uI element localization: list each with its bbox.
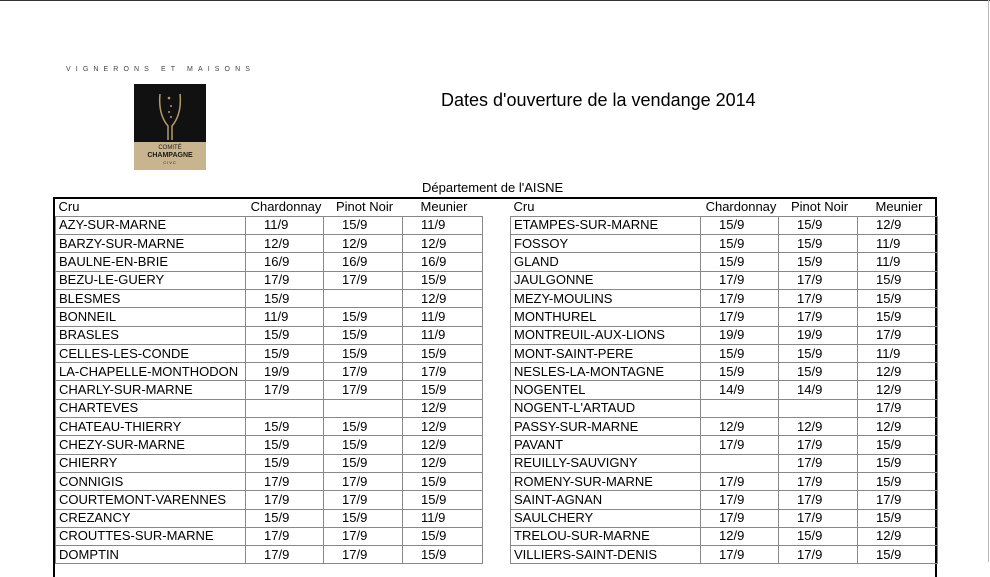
- cell-cru: CHEZY-SUR-MARNE: [56, 436, 246, 454]
- cell-cru: NOGENTEL: [511, 381, 701, 399]
- cell-chardonnay: 15/9: [701, 363, 779, 381]
- cell-cru: CHIERRY: [56, 454, 246, 472]
- cell-pinot-noir: [779, 399, 858, 417]
- table-row: [511, 271, 938, 289]
- cell-chardonnay: 17/9: [701, 289, 779, 307]
- cell-chardonnay: 17/9: [701, 308, 779, 326]
- cell-meunier: 17/9: [403, 363, 483, 381]
- table-row: [511, 491, 938, 509]
- cell-chardonnay: 15/9: [701, 344, 779, 362]
- cell-chardonnay: 17/9: [701, 546, 779, 564]
- cell-pinot-noir: 12/9: [324, 235, 403, 253]
- comite-champagne-logo: [134, 84, 206, 170]
- cell-chardonnay: 19/9: [246, 363, 324, 381]
- cell-cru: COURTEMONT-VARENNES: [56, 491, 246, 509]
- cell-chardonnay: [701, 399, 779, 417]
- cell-pinot-noir: 17/9: [324, 546, 403, 564]
- cell-pinot-noir: 15/9: [324, 418, 403, 436]
- cell-chardonnay: 14/9: [701, 381, 779, 399]
- cell-chardonnay: 11/9: [246, 216, 324, 234]
- column-header-pinot-noir: Pinot Noir: [335, 198, 394, 214]
- cell-meunier: 15/9: [858, 454, 938, 472]
- cell-meunier: 15/9: [858, 546, 938, 564]
- table-row: [56, 436, 483, 454]
- table-row: [511, 454, 938, 472]
- cell-chardonnay: 17/9: [246, 546, 324, 564]
- cell-pinot-noir: 15/9: [779, 253, 858, 271]
- cell-pinot-noir: 17/9: [779, 436, 858, 454]
- cell-meunier: 12/9: [403, 418, 483, 436]
- cell-chardonnay: 11/9: [246, 308, 324, 326]
- cell-pinot-noir: 17/9: [779, 271, 858, 289]
- cell-meunier: 17/9: [858, 399, 938, 417]
- cell-pinot-noir: 15/9: [324, 454, 403, 472]
- cell-cru: NOGENT-L'ARTAUD: [511, 399, 701, 417]
- table-row: [511, 235, 938, 253]
- cell-pinot-noir: 17/9: [324, 527, 403, 545]
- cell-pinot-noir: 17/9: [779, 491, 858, 509]
- cell-meunier: 11/9: [403, 216, 483, 234]
- cell-chardonnay: 15/9: [246, 418, 324, 436]
- table-row: [56, 253, 483, 271]
- logo-text-comite: COMITÉ: [158, 145, 182, 151]
- cell-pinot-noir: 15/9: [324, 509, 403, 527]
- cell-chardonnay: 17/9: [701, 472, 779, 490]
- cell-cru: DOMPTIN: [56, 546, 246, 564]
- cell-meunier: 15/9: [403, 381, 483, 399]
- cell-meunier: 12/9: [403, 289, 483, 307]
- cell-meunier: 15/9: [858, 271, 938, 289]
- cell-pinot-noir: 17/9: [324, 271, 403, 289]
- cell-pinot-noir: 17/9: [324, 491, 403, 509]
- cell-cru: MEZY-MOULINS: [511, 289, 701, 307]
- cell-chardonnay: 15/9: [701, 216, 779, 234]
- cell-meunier: 16/9: [403, 253, 483, 271]
- logo-text-civc: CIVC: [163, 160, 177, 165]
- cell-chardonnay: 17/9: [246, 491, 324, 509]
- table-row: [56, 289, 483, 307]
- table-row: [56, 216, 483, 234]
- cell-chardonnay: 15/9: [246, 454, 324, 472]
- table-row: [56, 418, 483, 436]
- cell-meunier: 11/9: [858, 235, 938, 253]
- column-header-cru: Cru: [58, 198, 80, 214]
- column-header-meunier: Meunier: [420, 198, 468, 214]
- cell-chardonnay: 17/9: [246, 527, 324, 545]
- table-row: [56, 509, 483, 527]
- cell-cru: MONT-SAINT-PERE: [511, 344, 701, 362]
- table-row: [56, 527, 483, 545]
- page-top-border: [0, 0, 990, 1]
- cell-chardonnay: 17/9: [701, 491, 779, 509]
- table-row: [511, 289, 938, 307]
- cell-cru: BRASLES: [56, 326, 246, 344]
- table-row: [511, 527, 938, 545]
- cell-cru: CHATEAU-THIERRY: [56, 418, 246, 436]
- cell-meunier: 12/9: [858, 381, 938, 399]
- cell-meunier: 12/9: [403, 399, 483, 417]
- cell-chardonnay: 15/9: [246, 289, 324, 307]
- cell-pinot-noir: 16/9: [324, 253, 403, 271]
- table-row: [511, 436, 938, 454]
- table-row: [511, 472, 938, 490]
- cell-meunier: 15/9: [403, 546, 483, 564]
- table-row: [56, 472, 483, 490]
- cell-cru: LA-CHAPELLE-MONTHODON: [56, 363, 246, 381]
- table-row: [511, 253, 938, 271]
- cru-table-left: [55, 198, 483, 564]
- cell-cru: FOSSOY: [511, 235, 701, 253]
- cell-cru: AZY-SUR-MARNE: [56, 216, 246, 234]
- cell-chardonnay: 17/9: [246, 472, 324, 490]
- cell-pinot-noir: 15/9: [324, 308, 403, 326]
- cell-pinot-noir: 17/9: [324, 472, 403, 490]
- cell-pinot-noir: 15/9: [779, 363, 858, 381]
- cell-pinot-noir: 17/9: [779, 509, 858, 527]
- cell-cru: PAVANT: [511, 436, 701, 454]
- cell-pinot-noir: 15/9: [324, 216, 403, 234]
- logo-tagline: VIGNERONS ET MAISONS: [66, 66, 255, 73]
- cell-cru: BAULNE-EN-BRIE: [56, 253, 246, 271]
- cell-pinot-noir: 12/9: [779, 418, 858, 436]
- table-row: [511, 418, 938, 436]
- cell-pinot-noir: 15/9: [779, 235, 858, 253]
- cell-meunier: 15/9: [858, 472, 938, 490]
- cell-cru: BONNEIL: [56, 308, 246, 326]
- cell-meunier: 15/9: [858, 289, 938, 307]
- cell-chardonnay: 15/9: [246, 344, 324, 362]
- cell-cru: CREZANCY: [56, 509, 246, 527]
- column-header-meunier: Meunier: [875, 198, 923, 214]
- cell-meunier: 12/9: [403, 436, 483, 454]
- cell-chardonnay: 15/9: [701, 235, 779, 253]
- table-row: [56, 344, 483, 362]
- cell-cru: VILLIERS-SAINT-DENIS: [511, 546, 701, 564]
- page-title: Dates d'ouverture de la vendange 2014: [441, 90, 756, 110]
- cell-meunier: 12/9: [858, 216, 938, 234]
- cell-chardonnay: 16/9: [246, 253, 324, 271]
- cell-pinot-noir: 15/9: [324, 344, 403, 362]
- cell-pinot-noir: 15/9: [324, 326, 403, 344]
- table-row: [56, 271, 483, 289]
- table-row: [511, 546, 938, 564]
- page-right-border: [988, 0, 989, 562]
- cell-chardonnay: 17/9: [701, 509, 779, 527]
- cell-meunier: 11/9: [403, 308, 483, 326]
- cell-chardonnay: 12/9: [701, 418, 779, 436]
- cell-cru: ROMENY-SUR-MARNE: [511, 472, 701, 490]
- cell-meunier: 12/9: [858, 418, 938, 436]
- column-header-chardonnay: Chardonnay: [705, 198, 777, 214]
- table-row: [56, 363, 483, 381]
- cell-chardonnay: 12/9: [701, 527, 779, 545]
- cru-table-right: [510, 198, 938, 564]
- column-header-chardonnay: Chardonnay: [250, 198, 322, 214]
- cell-meunier: 11/9: [858, 253, 938, 271]
- cell-chardonnay: 17/9: [246, 271, 324, 289]
- table-row: [56, 399, 483, 417]
- cell-pinot-noir: 15/9: [779, 344, 858, 362]
- cell-meunier: 17/9: [858, 491, 938, 509]
- cell-cru: PASSY-SUR-MARNE: [511, 418, 701, 436]
- table-row: [511, 216, 938, 234]
- cell-meunier: 17/9: [858, 326, 938, 344]
- table-row: [511, 399, 938, 417]
- cell-meunier: 15/9: [858, 509, 938, 527]
- cell-chardonnay: 15/9: [701, 253, 779, 271]
- cell-pinot-noir: 17/9: [779, 289, 858, 307]
- cell-cru: BEZU-LE-GUERY: [56, 271, 246, 289]
- cell-meunier: 15/9: [403, 527, 483, 545]
- cell-chardonnay: 15/9: [246, 436, 324, 454]
- cell-pinot-noir: 17/9: [779, 546, 858, 564]
- cell-chardonnay: [701, 454, 779, 472]
- cell-meunier: 11/9: [858, 344, 938, 362]
- cell-meunier: 12/9: [858, 363, 938, 381]
- cell-cru: MONTREUIL-AUX-LIONS: [511, 326, 701, 344]
- cell-meunier: 12/9: [403, 235, 483, 253]
- cell-meunier: 12/9: [858, 527, 938, 545]
- table-row: [56, 326, 483, 344]
- cell-pinot-noir: 17/9: [779, 454, 858, 472]
- table-row: [56, 381, 483, 399]
- table-row: [511, 308, 938, 326]
- cell-meunier: 11/9: [403, 326, 483, 344]
- cell-cru: REUILLY-SAUVIGNY: [511, 454, 701, 472]
- cell-pinot-noir: 17/9: [324, 381, 403, 399]
- table-row: [511, 326, 938, 344]
- cell-cru: CHARLY-SUR-MARNE: [56, 381, 246, 399]
- cell-chardonnay: 17/9: [701, 436, 779, 454]
- cell-cru: GLAND: [511, 253, 701, 271]
- department-heading: Département de l'AISNE: [422, 180, 564, 195]
- table-row: [56, 546, 483, 564]
- cell-cru: BARZY-SUR-MARNE: [56, 235, 246, 253]
- cell-pinot-noir: 17/9: [779, 472, 858, 490]
- cell-cru: ETAMPES-SUR-MARNE: [511, 216, 701, 234]
- cell-cru: BLESMES: [56, 289, 246, 307]
- table-row: [56, 454, 483, 472]
- cell-chardonnay: 15/9: [246, 509, 324, 527]
- cell-pinot-noir: [324, 399, 403, 417]
- cell-meunier: 15/9: [403, 472, 483, 490]
- table-row: [56, 308, 483, 326]
- cell-chardonnay: [246, 399, 324, 417]
- champagne-glass-icon: [134, 84, 206, 142]
- cell-pinot-noir: 15/9: [779, 527, 858, 545]
- cell-meunier: 12/9: [403, 454, 483, 472]
- table-row: [511, 509, 938, 527]
- cell-cru: CHARTEVES: [56, 399, 246, 417]
- table-row: [511, 363, 938, 381]
- cell-meunier: 15/9: [858, 436, 938, 454]
- cell-meunier: 11/9: [403, 509, 483, 527]
- table-row: [511, 344, 938, 362]
- cell-pinot-noir: [324, 289, 403, 307]
- cell-cru: SAINT-AGNAN: [511, 491, 701, 509]
- cell-pinot-noir: 15/9: [779, 216, 858, 234]
- cell-cru: CROUTTES-SUR-MARNE: [56, 527, 246, 545]
- cell-cru: CELLES-LES-CONDE: [56, 344, 246, 362]
- table-row: [56, 235, 483, 253]
- cell-cru: TRELOU-SUR-MARNE: [511, 527, 701, 545]
- cell-cru: CONNIGIS: [56, 472, 246, 490]
- cell-meunier: 15/9: [858, 308, 938, 326]
- cell-meunier: 15/9: [403, 491, 483, 509]
- cell-cru: JAULGONNE: [511, 271, 701, 289]
- cell-pinot-noir: 15/9: [324, 436, 403, 454]
- cell-meunier: 15/9: [403, 344, 483, 362]
- table-row: [511, 381, 938, 399]
- cell-cru: NESLES-LA-MONTAGNE: [511, 363, 701, 381]
- table-row: [56, 491, 483, 509]
- cell-pinot-noir: 14/9: [779, 381, 858, 399]
- cell-cru: MONTHUREL: [511, 308, 701, 326]
- cell-pinot-noir: 19/9: [779, 326, 858, 344]
- cell-chardonnay: 17/9: [701, 271, 779, 289]
- cell-pinot-noir: 17/9: [779, 308, 858, 326]
- cell-cru: SAULCHERY: [511, 509, 701, 527]
- cell-chardonnay: 15/9: [246, 326, 324, 344]
- cell-pinot-noir: 17/9: [324, 363, 403, 381]
- column-header-pinot-noir: Pinot Noir: [790, 198, 849, 214]
- logo-text-champagne: CHAMPAGNE: [147, 152, 193, 159]
- cell-chardonnay: 19/9: [701, 326, 779, 344]
- cell-chardonnay: 17/9: [246, 381, 324, 399]
- cell-chardonnay: 12/9: [246, 235, 324, 253]
- cell-meunier: 15/9: [403, 271, 483, 289]
- column-header-cru: Cru: [513, 198, 535, 214]
